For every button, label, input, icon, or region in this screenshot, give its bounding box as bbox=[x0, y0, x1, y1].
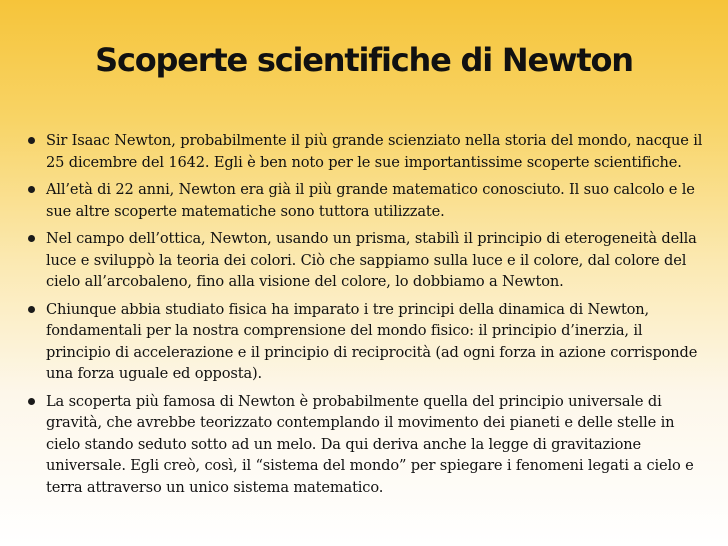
bullet-dot-icon bbox=[28, 398, 35, 405]
bullet-item bbox=[26, 179, 710, 222]
bullet-text: All’età di 22 anni, Newton era già il più grande matematico conosciuto. Il suo calcolo e le sue altre scoperte matematiche sono tuttora utilizzate. bbox=[46, 181, 695, 220]
bullet-item bbox=[26, 228, 710, 293]
bullet-item bbox=[26, 391, 710, 499]
bullet-dot-icon bbox=[28, 306, 35, 313]
bullet-text: Chiunque abbia studiato fisica ha imparato i tre principi della dinamica di Newton, fondamentali per la nostra comprensione del mondo fisico: il principio d’inerzia, il principio di accelerazione e il principio di reciprocità (ad ogni forza in azione corrisponde una forza uguale ed opposta). bbox=[46, 300, 698, 382]
bullet-text: Sir Isaac Newton, probabilmente il più grande scienziato nella storia del mondo, nacque il 25 dicembre del 1642. Egli è ben noto per le sue importantissime scoperte scientifiche. bbox=[46, 132, 703, 171]
bullet-dot-icon bbox=[28, 137, 35, 144]
bullet-list bbox=[26, 130, 710, 504]
bullet-item bbox=[26, 130, 710, 173]
slide-title: Scoperte scientifiche di Newton bbox=[95, 41, 633, 79]
bullet-dot-icon bbox=[28, 235, 35, 242]
bullet-text: Nel campo dell’ottica, Newton, usando un prisma, stabilì il principio di eterogeneità della luce e sviluppò la teoria dei colori. Ciò che sappiamo sulla luce e il colore, dal colore del cielo all’arcobaleno, fino alla visione del colore, lo dobbiamo a Newton. bbox=[46, 230, 697, 290]
bullet-text: La scoperta più famosa di Newton è probabilmente quella del principio universale di gravità, che avrebbe teorizzato contemplando il movimento dei pianeti e delle stelle in cielo stando seduto sotto ad un melo. Da qui deriva anche la legge di gravitazione universale. Egli creò, così, il “sistema del mondo” per spiegare i fenomeni legati a cielo e terra attraverso un unico sistema matematico. bbox=[46, 392, 694, 496]
bullet-item bbox=[26, 299, 710, 385]
bullet-dot-icon bbox=[28, 186, 35, 193]
